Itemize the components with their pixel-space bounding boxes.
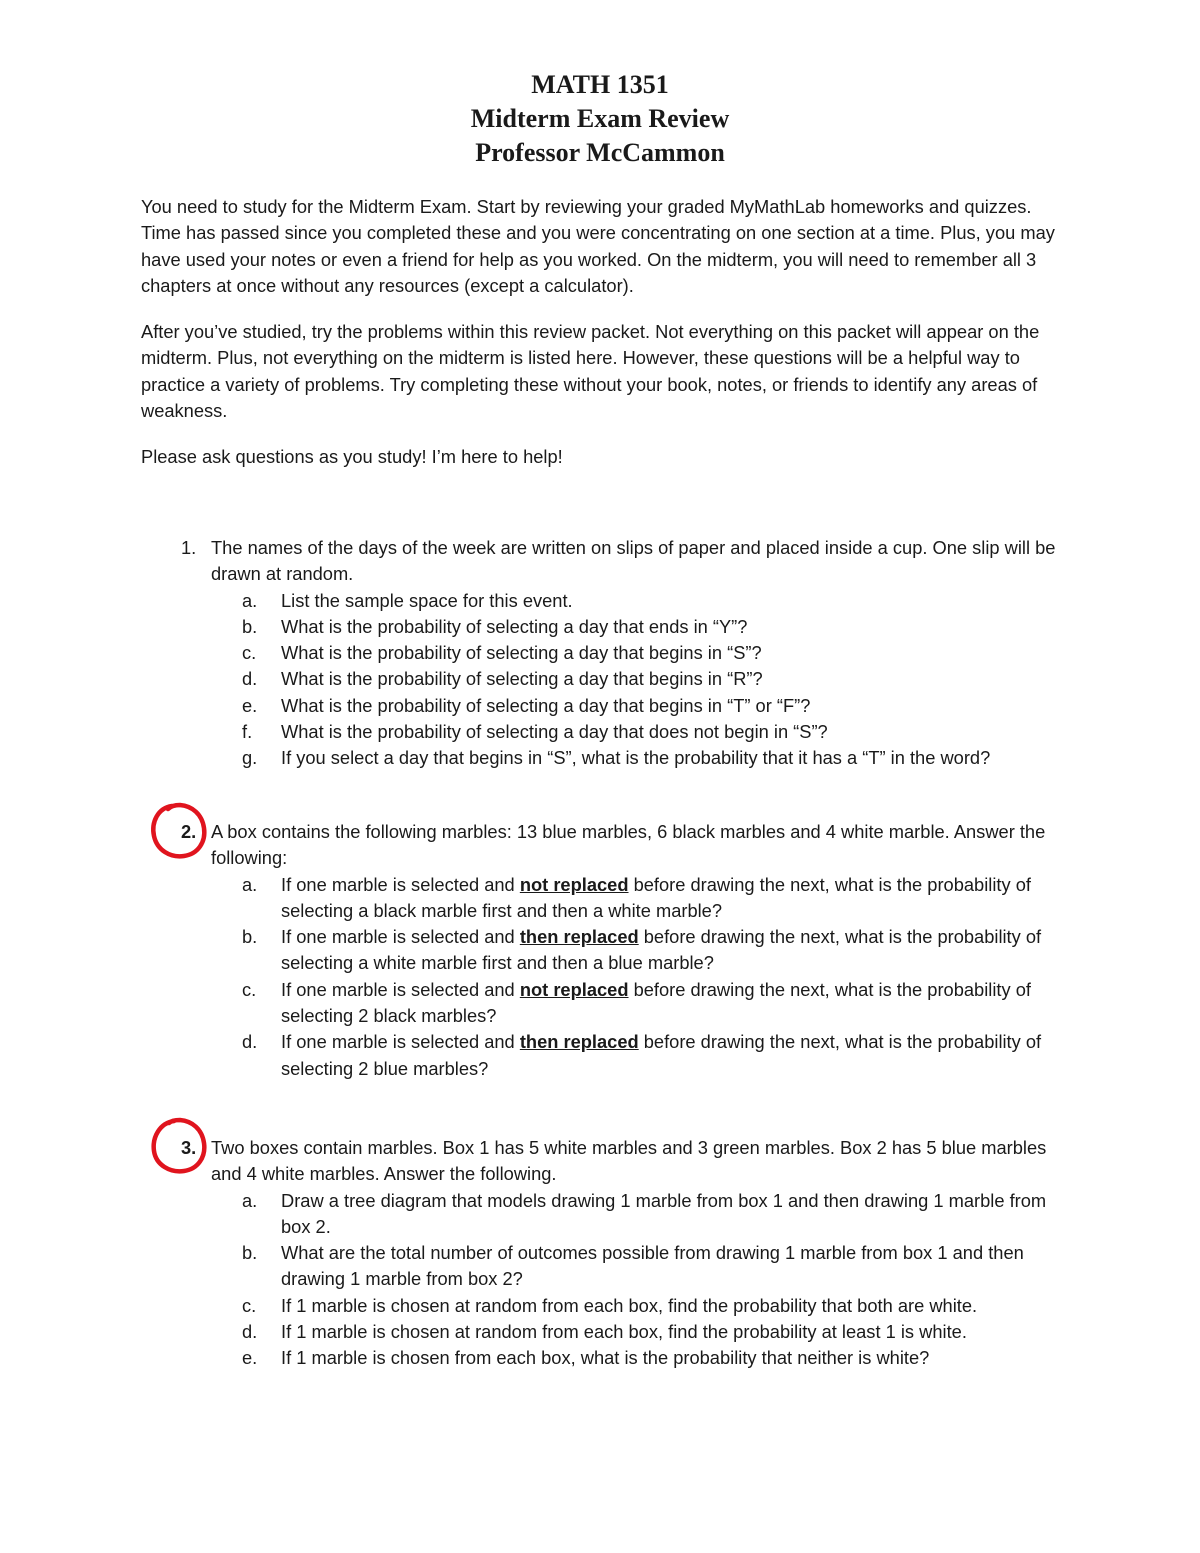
question-number: 2. [181, 821, 197, 842]
question-number: 3. [181, 1137, 197, 1158]
sub-question-letter: e. [242, 1347, 258, 1369]
sub-question-letter: b. [242, 615, 258, 637]
red-circle-annotation-q2 [148, 800, 212, 864]
red-circle-annotation-q3 [148, 1115, 212, 1179]
sub-question-text [281, 872, 1071, 925]
sub-question-7 [141, 745, 1071, 771]
sub-question-text: What is the probability of selecting a day that begins in “S”? [281, 642, 762, 664]
sub-question-text [281, 924, 1071, 977]
sub-question-letter: a. [242, 589, 258, 611]
sub-question-text-part: before drawing the next, what is the probability of selecting a white marble first and then a blue marble? [281, 926, 1042, 974]
sub-question-text-part: If one marble is selected and [281, 978, 520, 1000]
intro-paragraph-3: Please ask questions as you study! I’m here to help! [141, 446, 563, 467]
sub-question-list [141, 872, 1071, 1082]
sub-question-text: What is the probability of selecting a day that begins in “T” or “F”? [281, 694, 811, 716]
sub-question-letter: c. [242, 642, 257, 664]
sub-question-text [281, 977, 1071, 1030]
sub-question-text: If 1 marble is chosen at random from each box, find the probability at least 1 is white. [281, 1321, 967, 1343]
sub-question-1 [141, 1188, 1071, 1241]
sub-question-3 [141, 640, 1071, 666]
emphasized-phrase: not replaced [519, 978, 629, 1000]
sub-question-text: If 1 marble is chosen from each box, what is the probability that neither is white? [281, 1347, 930, 1369]
sub-question-text: List the sample space for this event. [281, 589, 573, 611]
sub-question-4 [141, 1029, 1071, 1082]
sub-question-text-part: If one marble is selected and [281, 926, 520, 948]
emphasized-phrase: then replaced [519, 1031, 639, 1053]
sub-question-text: Draw a tree diagram that models drawing 1 marble from box 1 and then drawing 1 marble from box 2. [281, 1189, 1047, 1237]
intro-paragraph-2: After you’ve studied, try the problems within this review packet. Not everything on this packet will appear on the midterm. Plus, not everything on the midterm is listed here. However, these questions will be a helpful way to practice a variety of problems. Try completing these without your book, notes, or friends to identify any areas of weakness. [141, 321, 1040, 421]
sub-question-letter: d. [242, 1321, 258, 1343]
sub-question-list [141, 588, 1071, 772]
sub-question-text: What is the probability of selecting a day that does not begin in “S”? [281, 721, 828, 743]
sub-question-text-part: If one marble is selected and [281, 873, 520, 895]
emphasized-phrase: not replaced [519, 873, 629, 895]
question-number: 1. [181, 537, 197, 558]
sub-question-letter: b. [242, 1242, 258, 1264]
question-text: Two boxes contain marbles. Box 1 has 5 white marbles and 3 green marbles. Box 2 has 5 blue marbles and 4 white marbles. Answer the following. [211, 1137, 1047, 1185]
sub-question-text: If 1 marble is chosen at random from each box, find the probability that both are white. [281, 1294, 978, 1316]
sub-question-letter: c. [242, 1294, 257, 1316]
sub-question-text-part: before drawing the next, what is the probability of selecting 2 black marbles? [281, 978, 1031, 1027]
sub-question-letter: f. [242, 721, 253, 743]
sub-question-4 [141, 666, 1071, 692]
question-3 [141, 1135, 1071, 1372]
sub-question-text: What is the probability of selecting a day that ends in “Y”? [281, 615, 748, 637]
sub-question-3 [141, 977, 1071, 1030]
sub-question-list [141, 1188, 1071, 1372]
sub-question-letter: b. [242, 926, 258, 948]
sub-question-3 [141, 1293, 1071, 1319]
intro-paragraph-1: You need to study for the Midterm Exam. Start by reviewing your graded MyMathLab homeworks and quizzes. Time has passed since you completed these and you were concentrating on one section at a time. Plus, you may have used your notes or even a friend for help as you worked. On the midterm, you will need to remember all 3 chapters at once without any resources (except a calculator). [141, 196, 1055, 296]
sub-question-5 [141, 1345, 1071, 1371]
question-1 [141, 535, 1071, 772]
sub-question-letter: c. [242, 978, 257, 1000]
question-2 [141, 819, 1071, 1082]
sub-question-letter: d. [242, 1031, 258, 1053]
sub-question-1 [141, 872, 1071, 925]
sub-question-text: What are the total number of outcomes possible from drawing 1 marble from box 1 and then drawing 1 marble from box 2? [281, 1242, 1024, 1290]
question-text: A box contains the following marbles: 13 blue marbles, 6 black marbles and 4 white marble. Answer the following: [211, 821, 1046, 869]
course-title: MATH 1351 [531, 70, 669, 99]
sub-question-2 [141, 614, 1071, 640]
sub-question-letter: g. [242, 747, 258, 769]
sub-question-text-part: before drawing the next, what is the probability of selecting 2 blue marbles? [281, 1031, 1042, 1079]
sub-question-text [281, 1029, 1071, 1082]
sub-question-text-part: If one marble is selected and [281, 1031, 520, 1053]
question-text: The names of the days of the week are written on slips of paper and placed inside a cup. One slip will be drawn at random. [211, 537, 1056, 585]
sub-question-letter: e. [242, 694, 258, 716]
exam-title: Midterm Exam Review [470, 104, 730, 133]
emphasized-phrase: then replaced [519, 926, 639, 948]
sub-question-1 [141, 588, 1071, 614]
sub-question-6 [141, 719, 1071, 745]
sub-question-2 [141, 1240, 1071, 1293]
sub-question-text: If you select a day that begins in “S”, what is the probability that it has a “T” in the word? [281, 747, 991, 769]
sub-question-letter: a. [242, 873, 258, 895]
professor-name: Professor McCammon [475, 138, 725, 167]
sub-question-text: What is the probability of selecting a day that begins in “R”? [281, 668, 763, 690]
title-block [0, 68, 1200, 170]
sub-question-2 [141, 924, 1071, 977]
sub-question-4 [141, 1319, 1071, 1345]
sub-question-text-part: before drawing the next, what is the probability of selecting a black marble first and then a white marble? [281, 873, 1031, 921]
sub-question-letter: a. [242, 1189, 258, 1211]
sub-question-letter: d. [242, 668, 258, 690]
sub-question-5 [141, 693, 1071, 719]
